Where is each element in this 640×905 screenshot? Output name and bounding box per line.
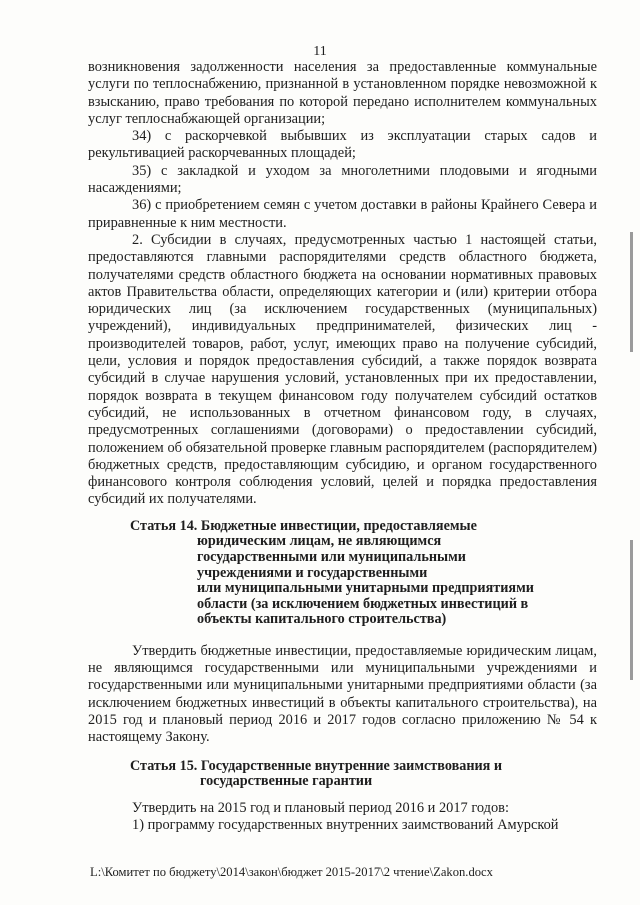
document-body <box>88 59 597 834</box>
article-15-title-line: государственные гарантии <box>200 773 373 790</box>
article-14-title-line: или муниципальными унитарными предприятиями <box>197 580 534 597</box>
list-item-35: 35) с закладкой и уходом за многолетними плодовыми и ягодными насаждениями; <box>88 162 597 197</box>
article-14-title-line: области (за исключением бюджетных инвестиций в <box>197 595 529 612</box>
article-14-label: Статья 14. <box>130 517 198 534</box>
article-14-title-line: государственными или муниципальными <box>197 548 466 565</box>
footer-file-path: L:\Комитет по бюджету\2014\закон\бюджет 2015-2017\2 чтение\Zakon.docx <box>90 865 493 879</box>
list-item-34: 34) с раскорчевкой выбывших из эксплуатации старых садов и рекультивацией раскорчеванных площадей; <box>88 128 597 162</box>
scan-edge-mark <box>630 540 633 680</box>
article-15-heading <box>88 759 597 790</box>
article-14-title-line: юридическим лицам, не являющимся <box>197 533 442 550</box>
article-14-title-line: учреждениями и государственными <box>197 564 428 581</box>
article-15-title-line: Государственные внутренние заимствования и <box>200 757 503 774</box>
article-14-heading <box>88 519 597 628</box>
article-15-paragraph: Утвердить на 2015 год и плановый период 2016 и 2017 годов: <box>132 799 509 816</box>
paragraph-continuation: возникновения задолженности населения за предоставленные коммунальные услуги по теплоснабжению, признанной в установленном порядке невозможной к взысканию, право требования по которой передано исполнителем коммунальных услуг теплоснабжающей организации; <box>88 59 597 127</box>
paragraph-subsidies: 2. Субсидии в случаях, предусмотренных частью 1 настоящей статьи, предоставляются главными распорядителями средств областного бюджета, получателями средств областного бюджета на основании нормативных правовых актов Правительства области, определяющих категории и (или) критерии отбора юридических лиц (за исключением государственных (муниципальных) учреждений), индивидуальных предпринимателей, физических лиц - производителей товаров, работ, услуг, имеющих право на получение субсидий, цели, условия и порядок предоставления субсидий, а также порядок возврата субсидий в случае нарушения условий, установленных при их предоставлении, порядок возврата в текущем финансовом году получателем субсидий остатков субсидий, не использованных в отчетном финансовом году, в случаях, предусмотренных соглашениями (договорами) о предоставлении субсидий, положением об обязательной проверке главным распорядителем (распорядителем) бюджетных средств, предоставляющим субсидию, и органом государственного финансового контроля соблюдения условий, целей и порядка предоставления субсидий их получателями. <box>88 231 597 508</box>
article-14-paragraph: Утвердить бюджетные инвестиции, предоставляемые юридическим лицам, не являющимся государственными или муниципальными учреждениями и государственными или муниципальными унитарными предприятиями области (за исключением бюджетных инвестиций в объекты капитального строительства), на 2015 год и плановый период 2016 и 2017 годов согласно приложению № 54 к настоящему Закону. <box>88 642 597 746</box>
article-15-label: Статья 15. <box>130 757 198 774</box>
article-14-title-line: Бюджетные инвестиции, предоставляемые <box>200 517 477 534</box>
article-14-title-line: объекты капитального строительства) <box>197 611 447 628</box>
list-item-36: 36) с приобретением семян с учетом доставки в районы Крайнего Севера и приравненные к ним местности. <box>88 197 597 231</box>
article-15-paragraph: 1) программу государственных внутренних заимствований Амурской <box>132 817 559 834</box>
scan-edge-mark <box>630 232 633 352</box>
page-number: 11 <box>313 44 327 59</box>
